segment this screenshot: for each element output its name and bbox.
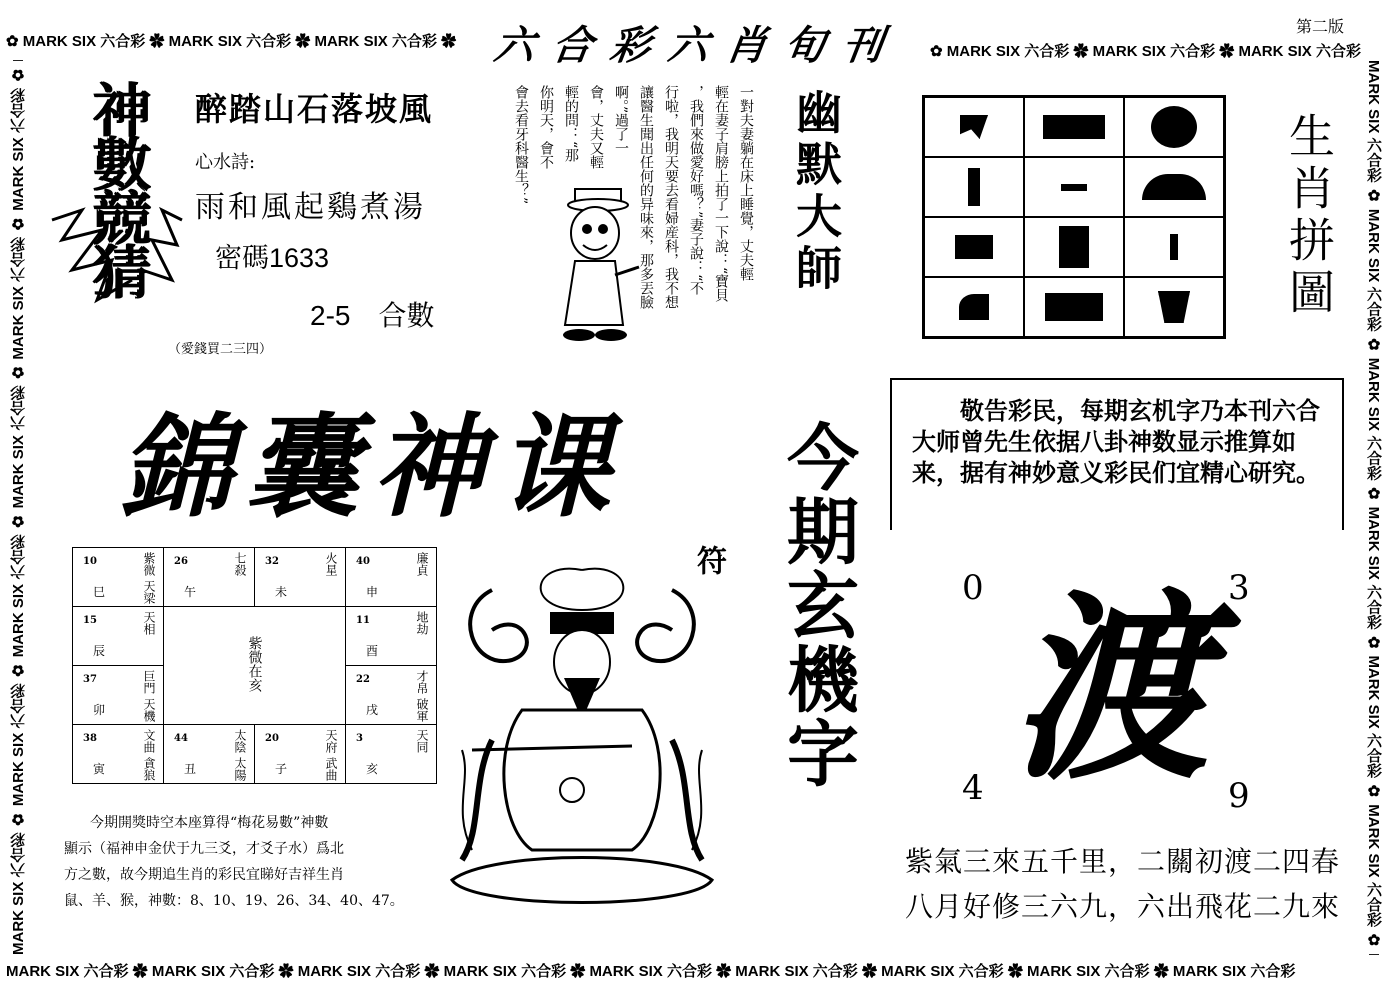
main-big-title: 錦囊神课 (120, 402, 624, 533)
left-border: MARK SIX 六合彩 ✿ MARK SIX 六合彩 ✿ MARK SIX 六合彩 ✿ MARK SIX 六合彩 ✿ MARK SIX 六合彩 ✿ MARK SIX 六合彩 ✿ (10, 61, 27, 955)
header-calligraphy-title: 六合彩六肖旬刊 (491, 22, 904, 69)
puzzle-cell (1124, 217, 1224, 277)
puzzle-cell (1024, 277, 1124, 337)
joke-title: 幽默大師 (789, 88, 843, 296)
riddle-title: 醉踏山石落坡風 (195, 90, 434, 128)
mystery-num-br: 9 (1228, 776, 1250, 816)
riddle-note: （愛錢買二三四） (168, 342, 273, 357)
mystery-poem-line1: 紫氣三來五千里，二關初渡二四春 (905, 845, 1341, 878)
zodiac-puzzle-grid (922, 95, 1226, 339)
notice-box (890, 378, 1344, 530)
puzzle-cell (1124, 97, 1224, 157)
cartoon-character (535, 185, 645, 355)
ziwei-cell-zi: 20 天府 武曲 子 (255, 725, 346, 784)
ziwei-cell-xu: 22 才帛 破軍 戌 (346, 666, 437, 725)
puzzle-cell (924, 97, 1024, 157)
mystery-vertical-title: 今期玄機字 (775, 420, 860, 790)
puzzle-cell (1024, 217, 1124, 277)
mystery-num-bl: 4 (962, 768, 984, 808)
mystery-num-tl: 0 (962, 568, 984, 608)
mystery-poem-line2: 八月好修三六九，六出飛花二九來 (905, 890, 1341, 923)
deity-illustration (432, 550, 732, 930)
puzzle-cell (924, 157, 1024, 217)
mystery-character: 渡 (1010, 572, 1211, 807)
puzzle-cell (1124, 277, 1224, 337)
border-text: ✿ (6, 33, 23, 50)
ziwei-cell-si: 10 紫微 天梁 巳 (73, 548, 164, 607)
ziwei-cell-hai: 3 天同 亥 (346, 725, 437, 784)
joke-text: 一對夫妻躺在床上睡覺，丈夫輕 輕在妻子肩膀上拍了一下說：“寶貝 ，我們來做愛好嗎？”妻子說：“不 行啦，我明天要去看婦産科，我不想 讓醫生聞出任何的异味來，那多丟臉 啊。”過了一 會，丈夫又輕 輕的問：“那 你明天，會不 會去看牙科醫生？” (513, 85, 754, 309)
top-border-right: ✿ MARK SIX 六合彩 ✿ MARK SIX 六合彩 ✿ MARK SIX 六合彩 (930, 43, 1361, 60)
ziwei-cell-wei: 32 火星 未 (255, 548, 346, 607)
burst-decoration (42, 70, 192, 360)
puzzle-cell (1124, 157, 1224, 217)
ziwei-cell-shen: 40 廉貞 申 (346, 548, 437, 607)
mystery-num-tr: 3 (1228, 568, 1250, 608)
ziwei-cell-chen: 15 天相 辰 (73, 607, 164, 666)
bottom-border: MARK SIX 六合彩 ✿ MARK SIX 六合彩 ✿ MARK SIX 六合彩 ✿ MARK SIX 六合彩 ✿ MARK SIX 六合彩 ✿ MARK SIX 六合彩 ✿ MARK SIX 六合彩 ✿ MARK SIX 六合彩 ✿ MARK SIX 六合彩 (6, 963, 1296, 980)
riddle-code: 密碼1633 (215, 243, 330, 273)
edition-label: 第二版 (1296, 17, 1345, 36)
ziwei-cell-yin: 38 文曲 貪狼 寅 (73, 725, 164, 784)
riddle-vertical-title: 神數競猜 (84, 80, 152, 296)
puzzle-title: 生肖拼圖 (1282, 112, 1336, 320)
ziwei-cell-chou: 44 太陰 太陽 丑 (164, 725, 255, 784)
ziwei-chart (72, 547, 437, 784)
puzzle-cell (1024, 97, 1124, 157)
ziwei-cell-mao: 37 巨門 天機 卯 (73, 666, 164, 725)
ziwei-center: 紫微在亥 (164, 607, 346, 725)
ziwei-cell-you: 11 地劫 酉 (346, 607, 437, 666)
poem-label: 心水詩: (195, 152, 256, 173)
talisman: 符 (691, 545, 726, 569)
notice-text: 敬告彩民，每期玄机字乃本刊六合大师曾先生依据八卦神数显示推算如来，据有神妙意义彩民们宜精心研究。 (912, 397, 1320, 487)
right-border: MARK SIX 六合彩 ✿ MARK SIX 六合彩 ✿ MARK SIX 六合彩 ✿ MARK SIX 六合彩 ✿ MARK SIX 六合彩 ✿ MARK SIX 六合彩 ✿ (1365, 60, 1382, 954)
puzzle-cell (924, 277, 1024, 337)
riddle-combo: 2-5 合數 (310, 300, 435, 331)
ziwei-description: 今期開獎時空本座算得“梅花易數”神數 顯示（福神申金伏于九三爻，才爻子水）爲北 方之數，故今期追生肖的彩民宜睇好吉祥生肖 鼠、羊、猴，神數：8、10、19、26、34、40、47。 (64, 815, 404, 909)
puzzle-cell (924, 217, 1024, 277)
ziwei-cell-wu: 26 七殺 午 (164, 548, 255, 607)
puzzle-cell (1024, 157, 1124, 217)
riddle-poem: 雨和風起鷄煮湯 (195, 190, 426, 225)
top-border-left: ✿ MARK SIX 六合彩 ✿ MARK SIX 六合彩 ✿ MARK SIX 六合彩 ✿ (6, 33, 457, 50)
